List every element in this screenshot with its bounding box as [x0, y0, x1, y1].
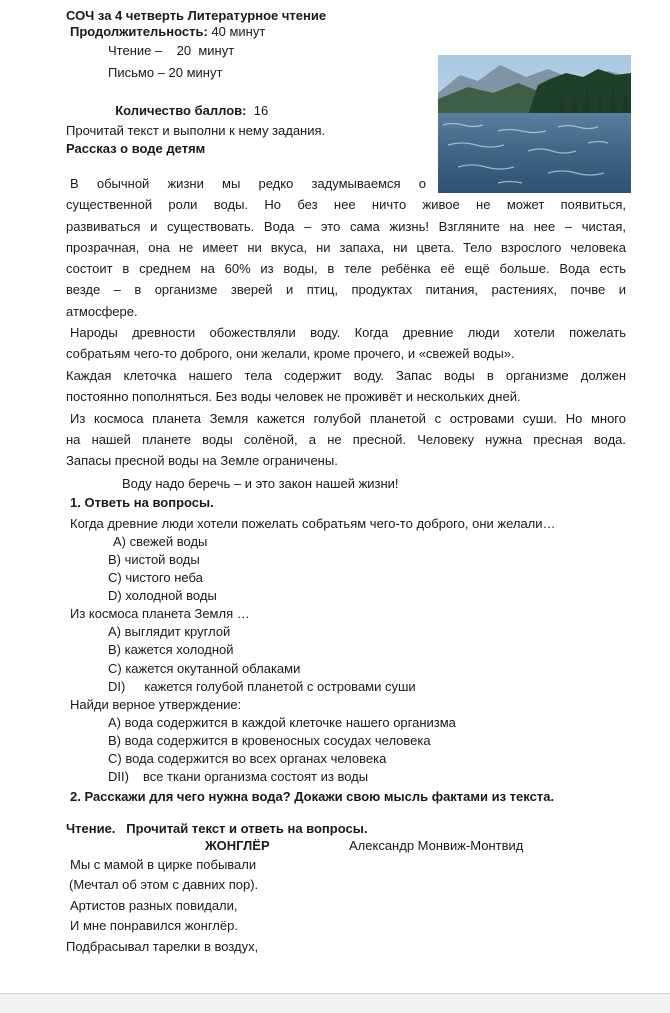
- story-line: постоянно пополняться. Без воды человек не проживёт и нескольких дней.: [66, 389, 521, 404]
- story-line: прозрачная, она не имеет ни вкуса, ни запаха, ни цвета. Тело взрослого человека: [66, 240, 626, 255]
- story-line: В обычной жизни мы редко задумываемся о: [70, 176, 426, 191]
- writing-time: Письмо – 20 минут: [108, 65, 223, 80]
- score-line: [108, 87, 268, 119]
- question-1c: Найди верное утверждение:: [70, 697, 242, 712]
- story-line: Народы древности обожествляли воду. Когда древние люди хотели пожелать: [70, 325, 626, 340]
- option-text: все ткани организма состоят из воды: [142, 769, 369, 784]
- story-closing: Воду надо беречь – и это закон нашей жизни!: [122, 476, 399, 491]
- answer-option: А) вода содержится в каждой клеточке нашего организма: [108, 715, 456, 730]
- story-line: состоит в среднем на 60% из воды, в теле ребёнка её ещё больше. Вода есть: [66, 261, 626, 276]
- answer-option: А) свежей воды: [113, 534, 208, 549]
- poem-line: Артистов разных повидали,: [70, 898, 238, 913]
- poem-line: Подбрасывал тарелки в воздух,: [66, 939, 259, 954]
- question-1a: Когда древние люди хотели пожелать собратьям чего-то доброго, они желали…: [70, 516, 556, 531]
- story-line: развиваться и существовать. Вода – это сама жизнь! Взгляните на нее – чистая,: [66, 219, 626, 234]
- option-marker: DI): [108, 679, 126, 694]
- story-line: везде – в организме зверей и птиц, продуктах питания, растениях, почве и: [66, 282, 626, 297]
- poem-line: (Мечтал об этом с давних пор).: [69, 877, 259, 892]
- story-line: собратьям чего-то доброго, они желали, кроме прочего, и «свежей воды».: [66, 346, 515, 361]
- poem-author: Александр Монвиж-Монтвид: [349, 838, 524, 853]
- answer-option: С) вода содержится во всех органах человека: [108, 751, 387, 766]
- answer-option: С) чистого неба: [108, 570, 203, 585]
- option-marker: DII): [108, 769, 129, 784]
- story-line: Запасы пресной воды на Земле ограничены.: [66, 453, 338, 468]
- footer-bar: [0, 994, 670, 1013]
- answer-option: В) кажется холодной: [108, 642, 234, 657]
- duration-label: Продолжительность:: [70, 24, 208, 39]
- story-line: Из космоса планета Земля кажется голубой планетой с островами суши. Но много: [70, 411, 626, 426]
- duration-value: 40 минут: [207, 24, 266, 39]
- answer-option: С) кажется окутанной облаками: [108, 661, 301, 676]
- answer-option: [108, 769, 368, 785]
- option-text: кажется голубой планетой с островами суши: [144, 679, 416, 694]
- task-instruction: Прочитай текст и выполни к нему задания.: [66, 123, 326, 138]
- poem-line: И мне понравился жонглёр.: [70, 918, 238, 933]
- answer-option: В) чистой воды: [108, 552, 200, 567]
- poem-title: ЖОНГЛЁР: [205, 838, 270, 853]
- story-line: Каждая клеточка нашего тела содержит воду. Запас воды в организме должен: [66, 368, 626, 383]
- reading-heading: Чтение. Прочитай текст и ответь на вопросы.: [66, 821, 368, 836]
- answer-option: А) выглядит круглой: [108, 624, 231, 639]
- story-line: на нашей планете воды солёной, а не пресной. Человеку нужна пресная вода.: [66, 432, 626, 447]
- story-line: атмосфере.: [66, 304, 138, 319]
- score-label: Количество баллов:: [115, 103, 247, 118]
- document-title: СОЧ за 4 четверть Литературное чтение: [66, 8, 327, 23]
- duration-line: [70, 24, 265, 40]
- answer-option: В) вода содержится в кровеносных сосудах человека: [108, 733, 431, 748]
- question-1b: Из космоса планета Земля …: [70, 606, 250, 621]
- score-value: 16: [246, 103, 269, 118]
- answer-option: D) холодной воды: [108, 588, 217, 603]
- story-title: Рассказ о воде детям: [66, 141, 206, 156]
- question-2: 2. Расскажи для чего нужна вода? Докажи свою мысль фактами из текста.: [70, 789, 555, 804]
- river-landscape-photo: [438, 55, 631, 193]
- reading-time: Чтение – 20 минут: [108, 43, 235, 58]
- story-line: существенной роли воды. Но без нее ничто живое не может появиться,: [66, 197, 626, 212]
- answer-option: [108, 679, 416, 695]
- question-1-heading: 1. Ответь на вопросы.: [70, 495, 214, 510]
- poem-line: Мы с мамой в цирке побывали: [70, 857, 257, 872]
